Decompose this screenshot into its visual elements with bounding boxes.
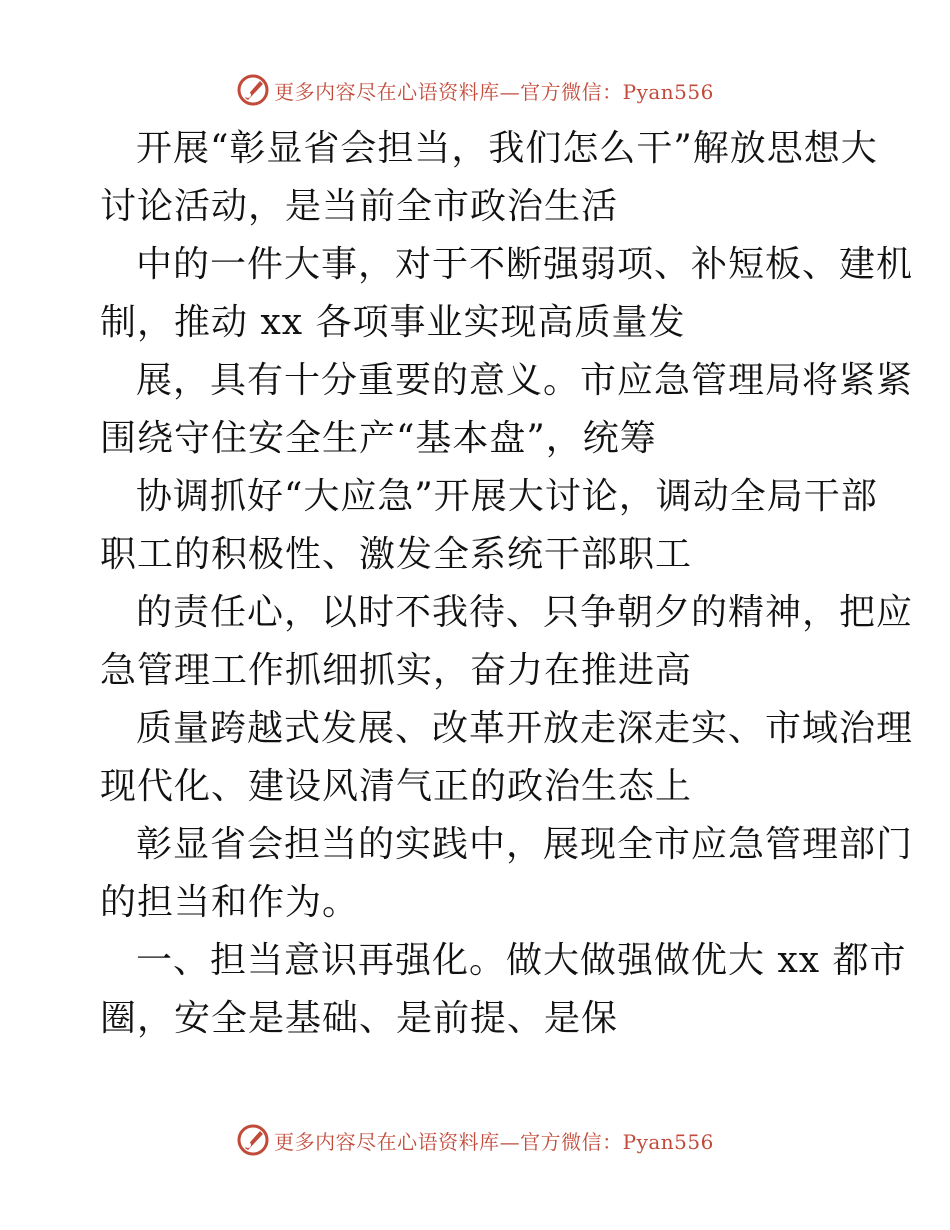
text-line: 展，具有十分重要的意义。市应急管理局将紧紧 [136,360,914,401]
text-line: 中的一件大事，对于不断强弱项、补短板、建机 [136,244,914,285]
text-line: 协调抓好“大应急”开展大讨论，调动全局干部 [136,476,878,517]
text-line: 开展“彰显省会担当，我们怎么干”解放思想大 [136,128,878,169]
text-line: 的责任心，以时不我待、只争朝夕的精神，把应 [136,592,914,633]
text-line: 圈，安全是基础、是前提、是保 [100,998,619,1039]
text-line: 现代化、建设风清气正的政治生态上 [100,766,693,807]
text-line: 围绕守住安全生产“基本盘”，统筹 [100,418,657,459]
text-line: 急管理工作抓细抓实，奋力在推进高 [100,650,693,691]
text-line: 质量跨越式发展、改革开放走深走实、市域治理 [136,708,914,749]
watermark-text: 更多内容尽在心语资料库—官方微信：Pyan556 [274,1129,714,1154]
text-line: 制，推动 xx 各项事业实现高质量发 [100,302,686,343]
quill-pen-circle-icon [236,73,270,107]
header-watermark [0,70,950,110]
text-line: 一、担当意识再强化。做大做强做优大 xx 都市 [136,940,907,981]
watermark-text: 更多内容尽在心语资料库—官方微信：Pyan556 [274,79,714,104]
document-body [100,120,914,1048]
text-line: 彰显省会担当的实践中，展现全市应急管理部门 [136,824,914,865]
text-line: 职工的积极性、激发全系统干部职工 [100,534,693,575]
footer-watermark [0,1120,950,1160]
text-line: 讨论活动，是当前全市政治生活 [100,186,619,227]
quill-pen-circle-icon [236,1123,270,1157]
text-line: 的担当和作为。 [100,882,360,923]
